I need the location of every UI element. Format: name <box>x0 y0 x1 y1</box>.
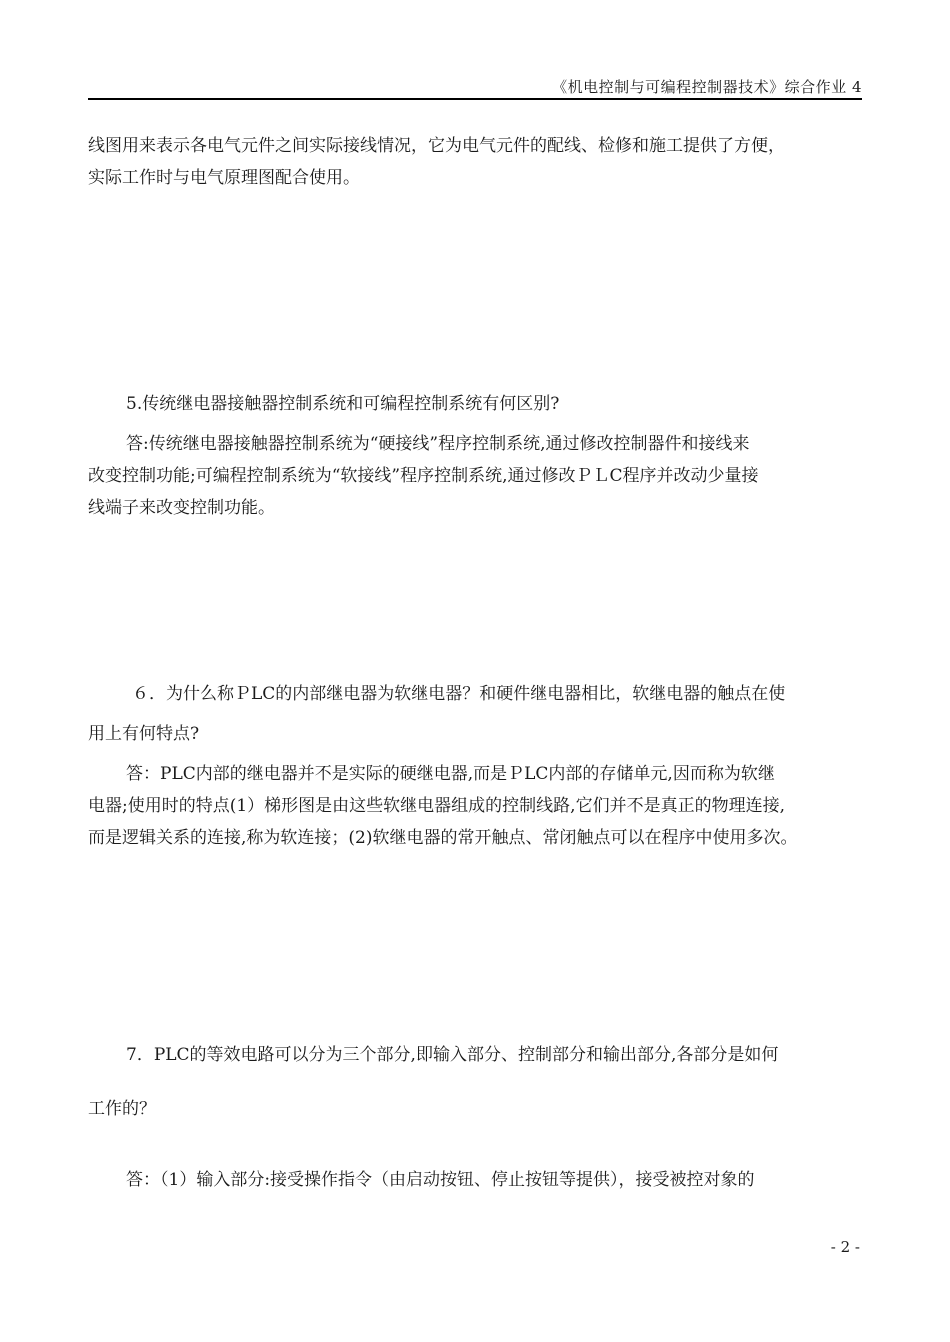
question-5: 5.传统继电器接触器控制系统和可编程控制系统有何区别? <box>126 394 560 414</box>
page-number: - 2 - <box>830 1238 860 1256</box>
text-line: 线图用来表示各电气元件之间实际接线情况，它为电气元件的配线、检修和施工提供了方便， <box>88 136 785 156</box>
text-line: 而是逻辑关系的连接,称为软连接；(2)软继电器的常开触点、常闭触点可以在程序中使用多次。 <box>88 828 798 848</box>
answer-5 <box>88 428 878 524</box>
header-divider <box>88 98 862 100</box>
answer-7: 答：（1）输入部分:接受操作指令（由启动按钮、停止按钮等提供），接受被控对象的 <box>126 1170 755 1190</box>
answer-6 <box>88 758 878 854</box>
text-line: 实际工作时与电气原理图配合使用。 <box>88 168 360 188</box>
question-7 <box>88 1028 878 1136</box>
text-line: 改变控制功能;可编程控制系统为“软接线”程序控制系统,通过修改ＰＬC程序并改动少量接 <box>88 466 759 486</box>
text-line: 电器;使用时的特点(1）梯形图是由这些软继电器组成的控制线路,它们并不是真正的物理连接, <box>88 796 785 816</box>
text-line: 线端子来改变控制功能。 <box>88 498 275 518</box>
document-title: 《机电控制与可编程控制器技术》综合作业 4 <box>552 78 862 96</box>
text-line: ６．为什么称ＰLC的内部继电器为软继电器？和硬件继电器相比，软继电器的触点在使 <box>132 684 786 704</box>
text-line: 答:传统继电器接触器控制系统为“硬接线”程序控制系统,通过修改控制器件和接线来 <box>126 434 750 454</box>
question-6 <box>88 674 878 754</box>
paragraph-wiring-diagram <box>88 130 878 194</box>
text-line: 7．PLC的等效电路可以分为三个部分,即输入部分、控制部分和输出部分,各部分是如何 <box>126 1045 779 1065</box>
text-line: 答：PLC内部的继电器并不是实际的硬继电器,而是ＰLC内部的存储单元,因而称为软继 <box>126 764 775 784</box>
text-line: 用上有何特点? <box>88 724 200 744</box>
text-line: 工作的？ <box>88 1099 156 1119</box>
